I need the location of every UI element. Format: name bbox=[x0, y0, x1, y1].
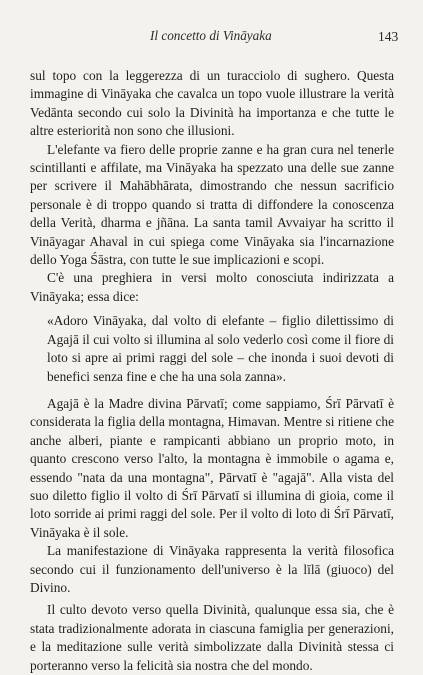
paragraph-6: Il culto devoto verso quella Divinità, qualunque essa sia, che è stata tradizionalmente adorata in ciascuna famiglia per generazioni, e la meditazione sulle verità simbolizzate dalla Divinità stessa ci porteranno verso la felicità sia nostra che del mondo. bbox=[30, 602, 394, 673]
body-text bbox=[30, 67, 394, 675]
paragraph-2: L'elefante va fiero delle proprie zanne e ha gran cura nel tenerle scintillanti e affilate, ma Vināyaka ha spezzato una delle sue zanne per scrivere il Mahābhārata, dimostrando che nessun sacrificio personale è di troppo quando si tratta di diffondere la conoscenza della Verità, dharma e jñāna. La santa tamil Avvaiyar ha scritto il Vināyagar Ahaval in cui spiega come Vināyaka sia l'incarnazione dello Yoga Śāstra, con tutte le sue implicazioni e scopi. bbox=[30, 141, 394, 268]
paragraph-5: La manifestazione di Vināyaka rappresenta la verità filosofica secondo cui il funzionamento dell'universo è la līlā (giuoco) del Divino. bbox=[30, 543, 394, 595]
page-number: 143 bbox=[378, 29, 399, 44]
prayer-quote: «Adoro Vināyaka, dal volto di elefante – figlio dilettissimo di Agajā il cui volto si illumina al solo vederlo così come il fiore di loto si apre ai primi raggi del sole – che inonda i suoi devoti di benefici senza fine e che ha una sola zanna». bbox=[47, 313, 394, 384]
paragraph-4: Agajā è la Madre divina Pārvatī; come sappiamo, Śrī Pārvatī è considerata la figlia della montagna, Himavan. Mentre si ritiene che anche alberi, piante e rampicanti abbiano un proprio moto, in quanto crescono verso l'alto, la montagna è immobile o agama e, essendo "nata da una montagna", Pārvatī è "agajā". Alla vista del suo diletto figlio il volto di Śrī Pārvatī si illumina di gioia, come il loto sorride ai primi raggi del sole. Per il volto di loto di Śrī Pārvatī, Vināyaka è il sole. bbox=[30, 395, 394, 540]
running-title: Il concetto di Vināyaka bbox=[150, 28, 272, 43]
paragraph-3: C'è una preghiera in versi molto conosciuta indirizzata a Vināyaka; essa dice: bbox=[30, 270, 394, 304]
paragraph-1: sul topo con la leggerezza di un turacciolo di sughero. Questa immagine di Vināyaka che cavalca un topo vuole illustrare la verità Vedānta secondo cui solo la Divinità ha importanza e che tutte le altre esteriorità non sono che illusioni. bbox=[30, 68, 394, 139]
